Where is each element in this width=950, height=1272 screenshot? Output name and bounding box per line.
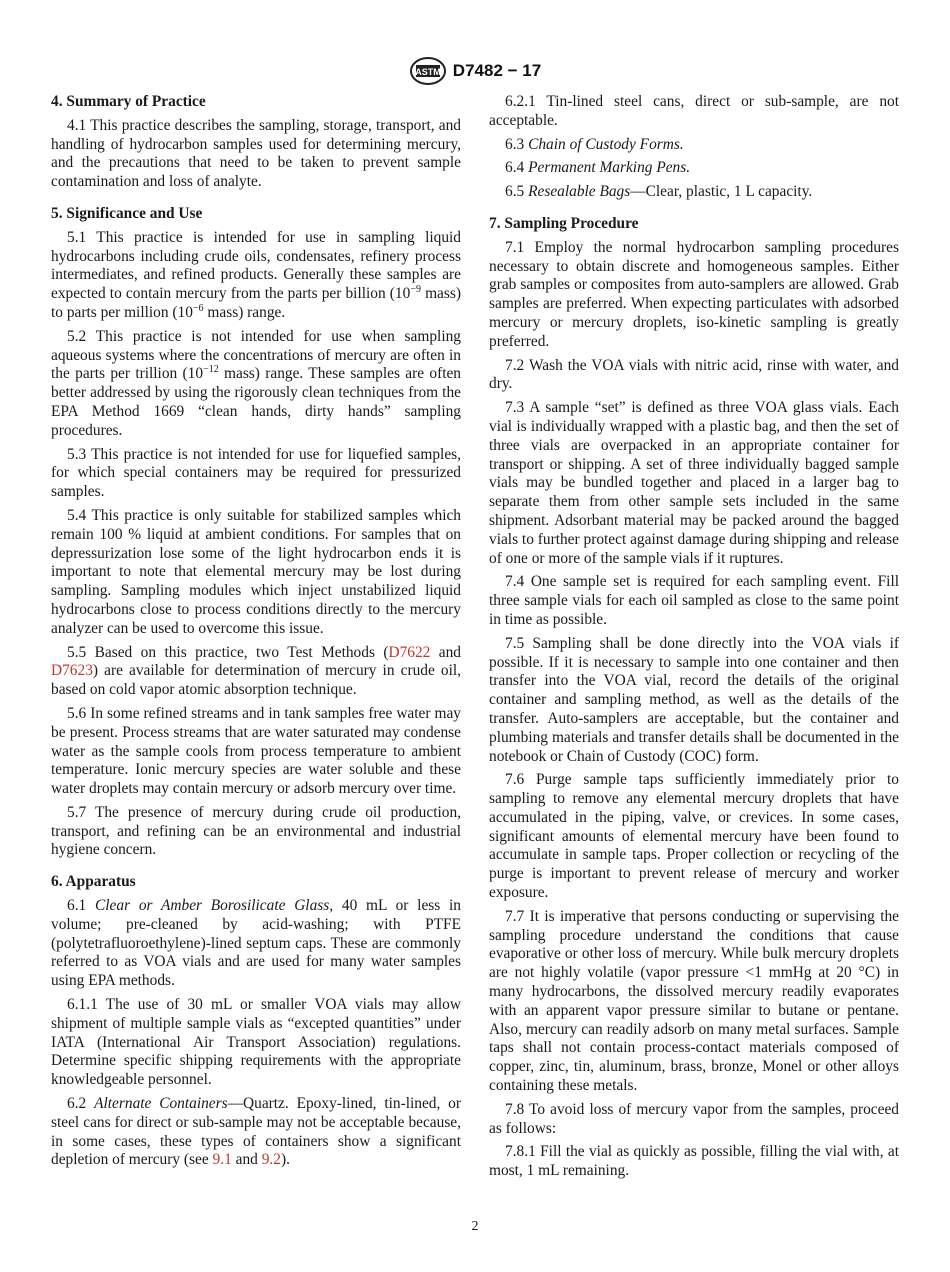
- paragraph-7-6: 7.6 Purge sample taps sufficiently immediately prior to sampling to remove any elemental mercury droplets that have accumulated in the piping, valve, or crevices. In some cases, significant amounts of elemental mercury have been found to accumulate in sample taps. Proper collection or recycling of the purge is important to prevent release of mercury and worker exposure.: [489, 771, 899, 902]
- link-d7622[interactable]: D7622: [388, 643, 431, 661]
- section-heading-sampling-procedure: 7. Sampling Procedure: [489, 214, 639, 232]
- paragraph-6-1: 6.1 Clear or Amber Borosilicate Glass, 40 mL or less in volume; pre-cleaned by acid-washing; with PTFE (polytetrafluoroethylene)-lined septum caps. These are commonly referred to as VOA vials and are used for many water samples using EPA methods.: [51, 897, 461, 990]
- paragraph-5-3: 5.3 This practice is not intended for use for liquefied samples, for which special containers may be required for pressurized samples.: [51, 445, 461, 501]
- paragraph-5-2: 5.2 This practice is not intended for use when sampling aqueous systems where the concentrations of mercury are often in the parts per trillion ($10^{-12}$ mass) range. These samples are often better addressed by using the rigorously clean techniques from the EPA Method 1669 “clean hands, dirty hands” sampling procedures.: [51, 327, 461, 439]
- paragraph-7-1: 7.1 Employ the normal hydrocarbon sampling procedures necessary to obtain discrete and homogeneous samples. Either grab samples or composites from auto-samplers are allowed. Grab samples are preferred. When expecting particulates with adsorbed mercury or mercury droplets, iso-kinetic sampling is greatly preferred.: [489, 238, 899, 350]
- paragraph-6-4: 6.4 Permanent Marking Pens.: [505, 159, 691, 177]
- paragraph-5-6: 5.6 In some refined streams and in tank samples free water may be present. Process streams that are water saturated may condense water as the sample cools from process temperature to ambient temperature. Ionic mercury species are water soluble and these water droplets may contain mercury or adsorb mercury over time.: [51, 704, 461, 798]
- paragraph-7-8: 7.8 To avoid loss of mercury vapor from the samples, proceed as follows:: [489, 1100, 899, 1137]
- svg-text:ASTM: ASTM: [415, 67, 441, 77]
- paragraph-6-1-1: 6.1.1 The use of 30 mL or smaller VOA vials may allow shipment of multiple sample vials as “excepted quantities” under IATA (International Air Transport Association) regulations. Determine specific shipping requirements with the appropriate knowledgeable personnel.: [51, 996, 461, 1089]
- link-9-1[interactable]: 9.1: [212, 1151, 232, 1169]
- paragraph-6-5: 6.5 Resealable Bags—Clear, plastic, 1 L capacity.: [505, 183, 813, 201]
- paragraph-5-4: 5.4 This practice is only suitable for stabilized samples which remain 100 % liquid at ambient conditions. For samples that on depressurization lose some of the light hydrocarbon ends it is important to note that elemental mercury may be lost during sampling. Sampling modules which inject unstabilized liquid hydrocarbons close to process conditions directly to the mercury analyzer can be used to overcome this issue.: [51, 506, 461, 637]
- page-number: 2: [471, 1219, 479, 1234]
- section-heading-significance: 5. Significance and Use: [51, 204, 203, 222]
- paragraph-6-3: 6.3 Chain of Custody Forms.: [505, 135, 684, 153]
- right-column: [489, 93, 899, 1186]
- paragraph-7-3: 7.3 A sample “set” is defined as three VOA glass vials. Each vial is individually wrapped with a plastic bag, and then the set of three vials are overpacked in an appropriate container for transport or shipping. A set of three individually bagged sample vials may be bundled together and placed in a larger bag to separate them from other sample sets included in the same shipment. Adsorbant material may be packed around the bagged vials to further protect against damage during shipping and release of one or more of the sample vials if it ruptures.: [489, 399, 899, 567]
- paragraph-4-1: 4.1 This practice describes the sampling, storage, transport, and handling of hydrocarbon samples used for determining mercury, and the precautions that need to be taken to prevent sample contamination and loss of analyte.: [51, 116, 461, 191]
- paragraph-5-5: 5.5 Based on this practice, two Test Methods (D7622 and D7623) are available for determination of mercury in crude oil, based on cold vapor atomic absorption technique.: [51, 643, 461, 699]
- page-header: [0, 56, 950, 86]
- paragraph-5-7: 5.7 The presence of mercury during crude oil production, transport, and refining can be an environmental and industrial hygiene concern.: [51, 803, 461, 859]
- paragraph-7-7: 7.7 It is imperative that persons conducting or supervising the sampling procedure understand the conditions that cause evaporative or other loss of mercury. While bulk mercury droplets are not highly volatile (vapor pressure <1 mmHg at 20 °C) in many hydrocarbons, the dissolved mercury readily evaporates with an apparent vapor pressure similar to butane or pentane. Also, mercury can readily adsorb on many metal surfaces. Sample taps shall not contain process-contact materials composed of copper, zinc, tin, aluminum, brass, bronze, Monel or other alloys containing these metals.: [489, 907, 899, 1095]
- paragraph-7-8-1: 7.8.1 Fill the vial as quickly as possible, filling the vial with, at most, 1 mL remaining.: [489, 1143, 899, 1180]
- paragraph-7-5: 7.5 Sampling shall be done directly into the VOA vials if possible. If it is necessary to sample into one container and then transfer into the VOA vial, record the details of the original container and sampling method, as well as the details of the transfer. Auto-samplers are acceptable, but the container and plumbing materials and transfer details shall be documented in the notebook or Chain of Custody (COC) form.: [489, 634, 899, 765]
- link-d7623[interactable]: D7623: [51, 662, 93, 680]
- left-column: [51, 93, 461, 1175]
- paragraph-7-2: 7.2 Wash the VOA vials with nitric acid, rinse with water, and dry.: [489, 356, 899, 393]
- paragraph-7-4: 7.4 One sample set is required for each sampling event. Fill three sample vials for each oil sampled as close to the same point in time as possible.: [489, 573, 899, 628]
- document-designation: D7482 − 17: [452, 61, 542, 80]
- astm-logo-icon: [409, 56, 447, 86]
- section-heading-summary: 4. Summary of Practice: [51, 93, 206, 110]
- paragraph-5-1: 5.1 This practice is intended for use in sampling liquid hydrocarbons including crude oils, condensates, refinery process intermediates, and refined products. Generally these samples are expected to contain mercury from the parts per billion ($10^{-9}$ mass) to parts per million ($10^{-6}$ mass) range.: [51, 228, 461, 321]
- link-9-2[interactable]: 9.2: [261, 1151, 281, 1169]
- paragraph-6-2: 6.2 Alternate Containers—Quartz. Epoxy-lined, tin-lined, or steel cans for direct or sub-sample may not be acceptable because, in some cases, these types of containers show a significant depletion of mercury (see 9.1 and 9.2).: [51, 1095, 462, 1169]
- paragraph-6-2-1: 6.2.1 Tin-lined steel cans, direct or sub-sample, are not acceptable.: [489, 93, 899, 129]
- section-heading-apparatus: 6. Apparatus: [51, 873, 136, 891]
